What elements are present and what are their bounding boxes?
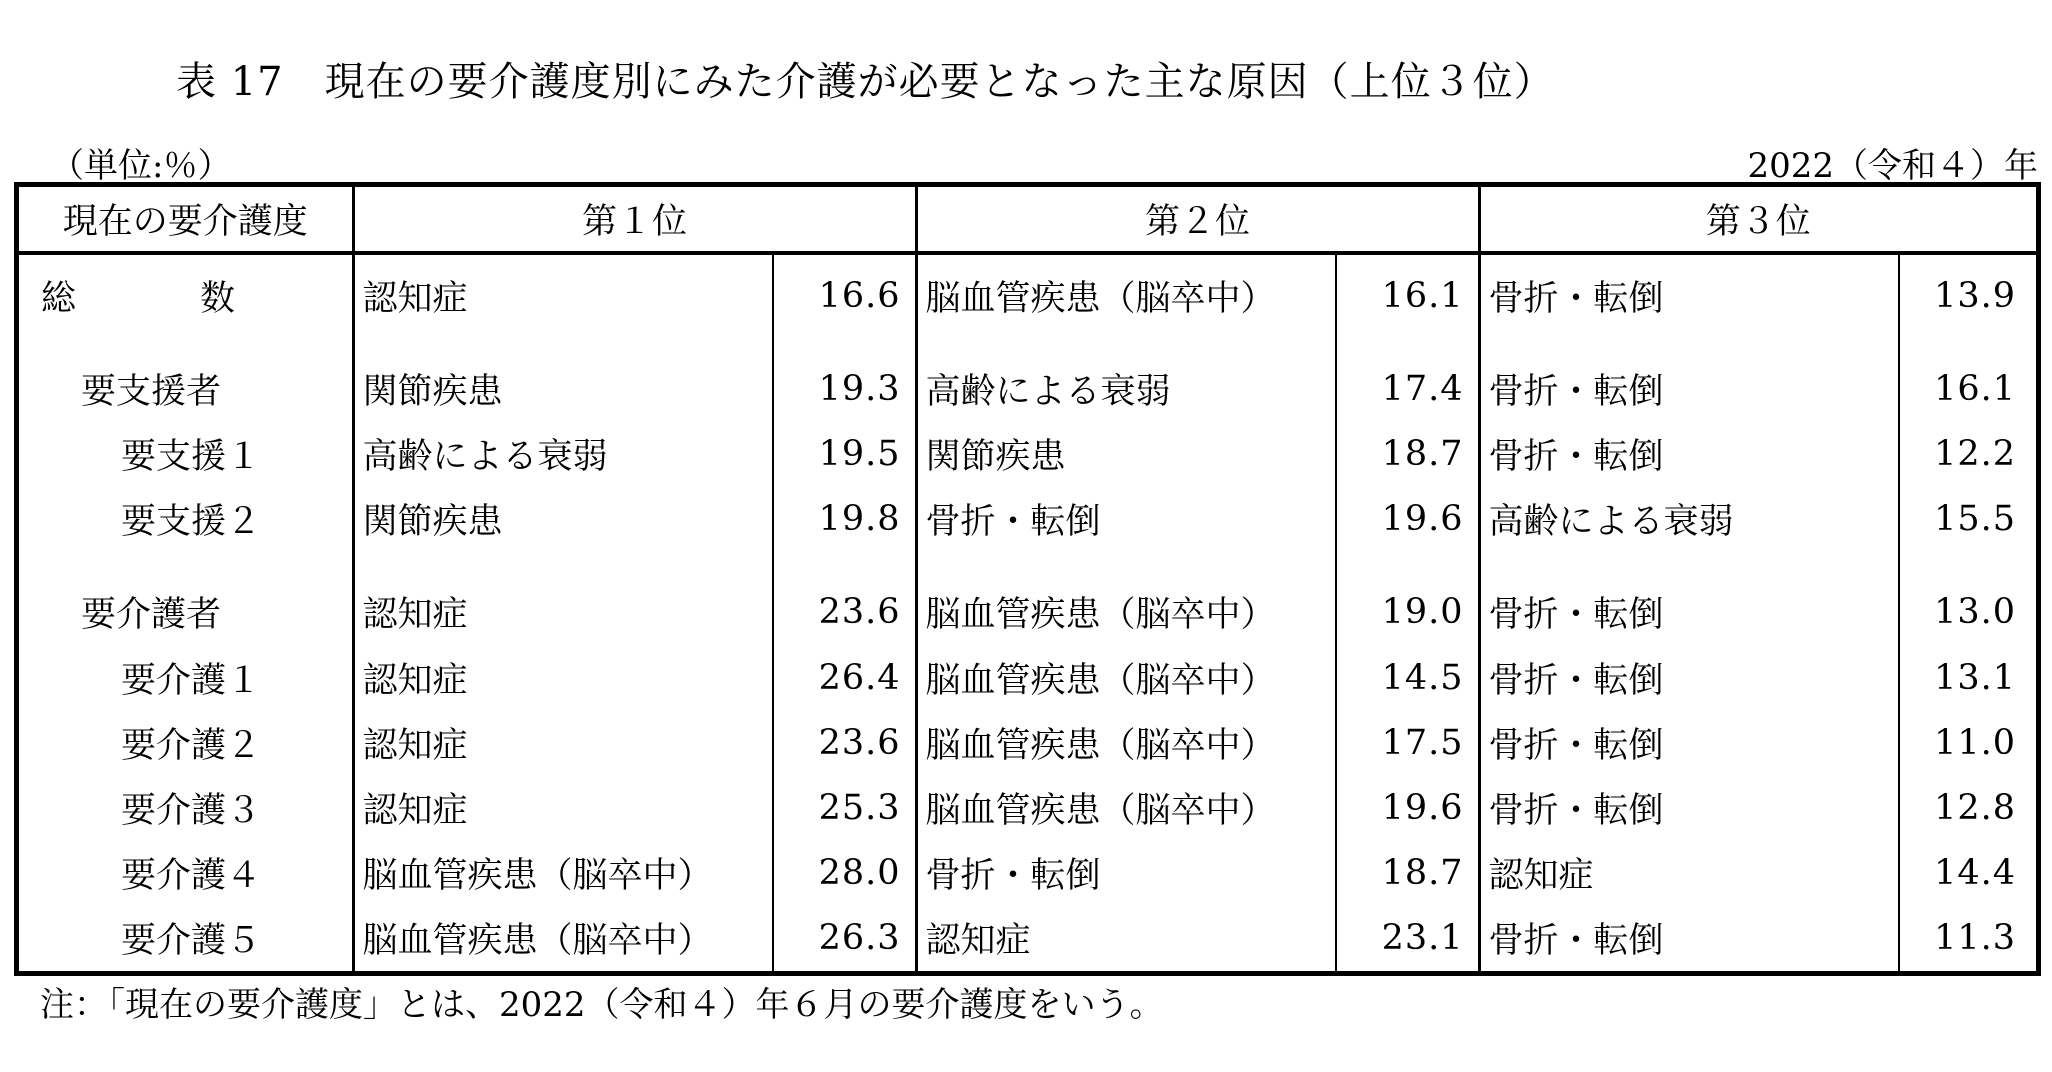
year-label: 2022（令和４）年 (1747, 146, 2038, 186)
rank2-cause: 脳血管疾患（脳卒中） (916, 775, 1336, 840)
rank3-cause: 骨折・転倒 (1479, 253, 1899, 328)
row-category (19, 253, 353, 328)
rank3-value: 13.0 (1934, 592, 2017, 633)
rank1-value: 26.4 (773, 645, 916, 710)
row-category: 要介護者 (19, 580, 353, 645)
unit-label: （単位:％） (50, 146, 232, 186)
rank2-cause: 脳血管疾患（脳卒中） (916, 253, 1336, 328)
table-title: 表 17 現在の要介護度別にみた介護が必要となった主な原因（上位３位） (176, 59, 1555, 105)
rank2-value: 17.5 (1336, 710, 1479, 775)
rank1-value: 23.6 (773, 710, 916, 775)
spacer-row (19, 552, 2036, 580)
rank1-value: 16.6 (773, 253, 916, 328)
rank2-value: 19.6 (1336, 487, 1479, 552)
rank2-value: 18.7 (1336, 421, 1479, 486)
rank3-value: 11.0 (1934, 722, 2017, 763)
rank3-value: 12.8 (1934, 787, 2017, 828)
data-table-container (14, 182, 2041, 976)
rank2-value: 23.1 (1336, 906, 1479, 971)
rank1-value: 26.3 (773, 906, 916, 971)
header-rank3: 第３位 (1479, 187, 2036, 253)
table-row (19, 580, 2036, 645)
rank3-value: 13.1 (1934, 657, 2017, 698)
row-category: 要介護３ (19, 775, 353, 840)
table-row (19, 906, 2036, 971)
row-category: 要介護２ (19, 710, 353, 775)
spacer-row (19, 328, 2036, 356)
rank1-cause: 関節疾患 (353, 356, 773, 421)
rank2-value: 14.5 (1336, 645, 1479, 710)
row-category: 要支援者 (19, 356, 353, 421)
table-row (19, 645, 2036, 710)
rank3-value: 11.3 (1934, 918, 2017, 959)
rank1-cause: 脳血管疾患（脳卒中） (353, 841, 773, 906)
rank1-value: 19.3 (773, 356, 916, 421)
row-category-part: 数 (200, 278, 236, 319)
rank2-cause: 脳血管疾患（脳卒中） (916, 580, 1336, 645)
header-category: 現在の要介護度 (19, 187, 353, 253)
rank2-value: 19.0 (1336, 580, 1479, 645)
rank3-cause: 骨折・転倒 (1479, 645, 1899, 710)
rank2-cause: 脳血管疾患（脳卒中） (916, 645, 1336, 710)
rank2-value: 19.6 (1336, 775, 1479, 840)
rank1-cause: 高齢による衰弱 (353, 421, 773, 486)
row-category: 要支援２ (19, 487, 353, 552)
row-category: 要支援１ (19, 421, 353, 486)
rank1-value: 19.8 (773, 487, 916, 552)
rank3-value: 14.4 (1934, 853, 2017, 894)
rank1-cause: 認知症 (353, 775, 773, 840)
rank3-cause: 骨折・転倒 (1479, 421, 1899, 486)
rank3-value: 15.5 (1934, 499, 2017, 540)
rank2-cause: 骨折・転倒 (916, 841, 1336, 906)
table-row (19, 356, 2036, 421)
rank2-cause: 関節疾患 (916, 421, 1336, 486)
rank3-cause: 認知症 (1479, 841, 1899, 906)
table-row (19, 841, 2036, 906)
table-row (19, 487, 2036, 552)
table-row (19, 421, 2036, 486)
table-row (19, 710, 2036, 775)
footnote: 注：「現在の要介護度」とは、2022（令和４）年６月の要介護度をいう。 (40, 985, 1164, 1025)
rank1-value: 19.5 (773, 421, 916, 486)
table-row (19, 775, 2036, 840)
rank1-cause: 認知症 (353, 580, 773, 645)
data-table (19, 187, 2036, 971)
row-category: 要介護５ (19, 906, 353, 971)
rank3-cause: 高齢による衰弱 (1479, 487, 1899, 552)
row-category: 要介護１ (19, 645, 353, 710)
rank2-value: 16.1 (1336, 253, 1479, 328)
rank1-cause: 脳血管疾患（脳卒中） (353, 906, 773, 971)
rank1-cause: 認知症 (353, 710, 773, 775)
rank3-value: 16.1 (1934, 368, 2017, 409)
rank2-cause: 高齢による衰弱 (916, 356, 1336, 421)
rank3-cause: 骨折・転倒 (1479, 710, 1899, 775)
rank1-cause: 認知症 (353, 645, 773, 710)
rank3-cause: 骨折・転倒 (1479, 906, 1899, 971)
rank1-cause: 関節疾患 (353, 487, 773, 552)
rank1-value: 25.3 (773, 775, 916, 840)
rank2-cause: 骨折・転倒 (916, 487, 1336, 552)
rank2-cause: 脳血管疾患（脳卒中） (916, 710, 1336, 775)
rank2-cause: 認知症 (916, 906, 1336, 971)
rank1-value: 28.0 (773, 841, 916, 906)
rank2-value: 18.7 (1336, 841, 1479, 906)
rank1-cause: 認知症 (353, 253, 773, 328)
header-row (19, 187, 2036, 253)
header-rank2: 第２位 (916, 187, 1479, 253)
rank3-value: 12.2 (1934, 434, 2017, 475)
row-category-part: 総 (41, 278, 77, 319)
rank2-value: 17.4 (1336, 356, 1479, 421)
row-category: 要介護４ (19, 841, 353, 906)
rank3-cause: 骨折・転倒 (1479, 580, 1899, 645)
rank3-cause: 骨折・転倒 (1479, 775, 1899, 840)
rank1-value: 23.6 (773, 580, 916, 645)
rank3-value: 13.9 (1934, 275, 2017, 316)
rank3-cause: 骨折・転倒 (1479, 356, 1899, 421)
table-row (19, 253, 2036, 328)
header-rank1: 第１位 (353, 187, 916, 253)
